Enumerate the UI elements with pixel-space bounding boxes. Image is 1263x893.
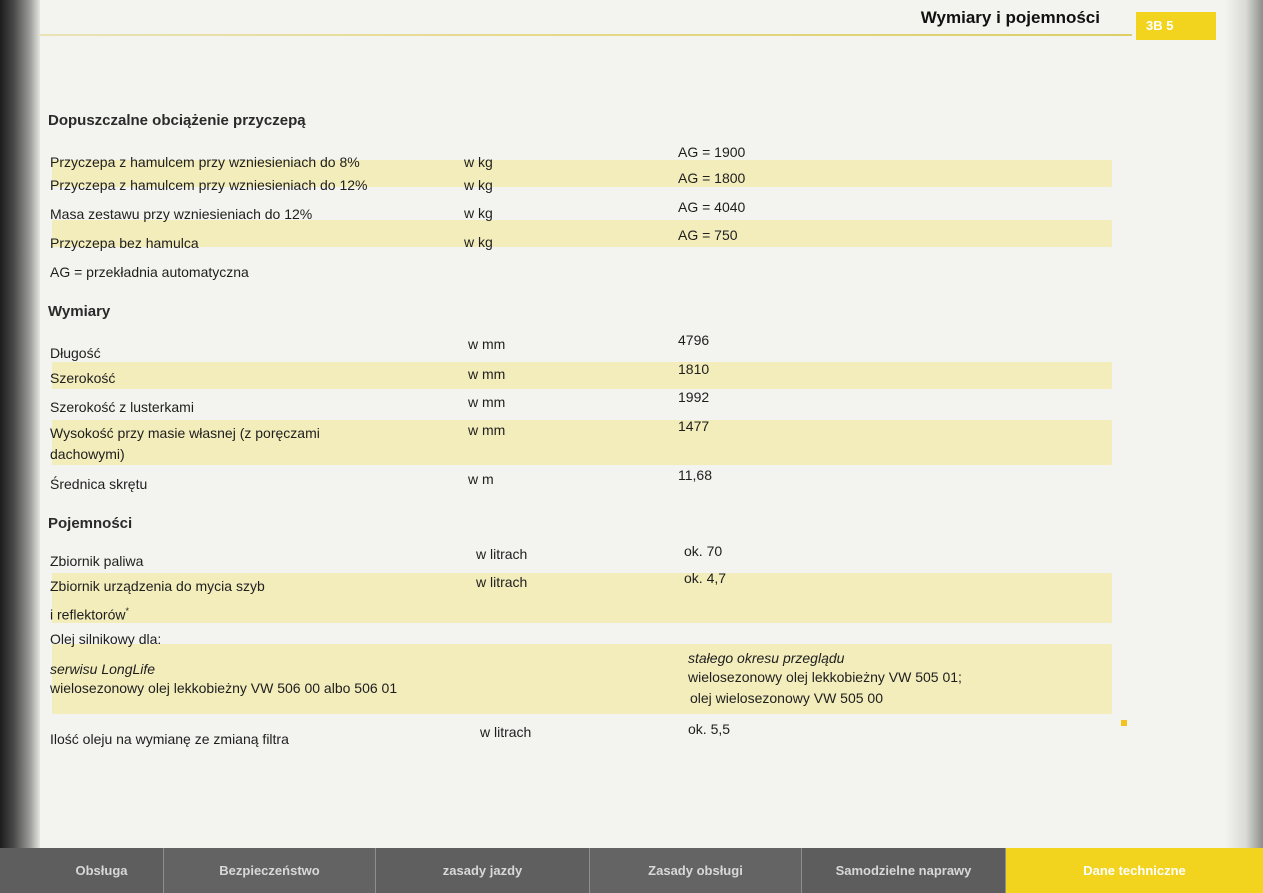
towing-row-value: AG = 1900 [678,144,746,160]
dimension-row-label: Długość [50,345,101,361]
oil-change-value: ok. 5,5 [688,721,731,737]
dimensions-heading: Wymiary [48,303,111,320]
footer-nav [0,848,1263,893]
dimension-row-label: Szerokość [50,370,116,386]
header-divider [40,34,1132,36]
dimension-row-unit: w mm [468,366,506,382]
towing-heading: Dopuszczalne obciążenie przyczepą [48,112,306,129]
washer-tank-label: i reflektorów* [50,606,129,623]
dimension-row-unit: w mm [468,422,506,438]
dimension-row-unit: w mm [468,394,506,410]
towing-row-label: Masa zestawu przy wzniesieniach do 12% [50,206,313,222]
dimension-row-label: dachowymi) [50,446,125,462]
fixed-interval-text: wielosezonowy olej lekkobieżny VW 505 01; [688,669,962,685]
towing-row-label: Przyczepa z hamulcem przy wzniesieniach do 12% [50,177,368,193]
engine-oil-label: Olej silnikowy dla: [50,631,162,647]
dimension-row-value: 1477 [678,418,710,434]
dimension-row-unit: w mm [468,336,506,352]
oil-change-unit: w litrach [480,724,532,740]
fuel-tank-unit: w litrach [476,546,528,562]
dimension-row-label: Szerokość z lusterkami [50,399,194,415]
dimension-row-value: 4796 [678,332,710,348]
washer-tank-label: Zbiornik urządzenia do mycia szyb [50,578,265,594]
footer-tab-samodzielne-naprawy[interactable]: Samodzielne naprawy [802,848,1006,893]
footnote-mark: * [125,606,129,616]
dimension-row-value: 1992 [678,389,710,405]
row-band [52,362,1112,389]
dimension-row-value: 11,68 [678,467,712,483]
row-band [52,220,1112,247]
footer-tab-obsluga[interactable]: Obsługa [0,848,164,893]
section-end-marker [1121,720,1127,726]
towing-row-label: Przyczepa bez hamulca [50,235,199,251]
towing-row-value: AG = 4040 [678,199,746,215]
towing-footnote: AG = przekładnia automatyczna [50,264,249,280]
longlife-title: serwisu LongLife [50,661,156,677]
washer-tank-unit: w litrach [476,574,528,590]
fuel-tank-label: Zbiornik paliwa [50,553,144,569]
footer-tab-zasady-jazdy[interactable]: zasady jazdy [376,848,590,893]
fixed-interval-title: stałego okresu przeglądu [688,650,845,666]
footer-tab-zasady-obslugi[interactable]: Zasady obsługi [590,848,802,893]
oil-change-label: Ilość oleju na wymianę ze zmianą filtra [50,731,289,747]
dimension-row-value: 1810 [678,361,710,377]
towing-row-unit: w kg [464,205,493,221]
towing-row-unit: w kg [464,177,493,193]
washer-tank-value: ok. 4,7 [684,570,727,586]
towing-row-value: AG = 750 [678,227,738,243]
fixed-interval-text: olej wielosezonowy VW 505 00 [690,690,883,706]
towing-row-unit: w kg [464,234,493,250]
page-title: Wymiary i pojemności [920,8,1100,27]
longlife-text: wielosezonowy olej lekkobieżny VW 506 00 albo 506 01 [50,680,398,696]
towing-row-label: Przyczepa z hamulcem przy wzniesieniach do 8% [50,154,360,170]
towing-row-value: AG = 1800 [678,170,746,186]
page-number-tab: 3B 5 [1136,12,1216,40]
dimension-row-label: Średnica skrętu [50,476,148,492]
footer-tab-dane-techniczne[interactable]: Dane techniczne [1006,848,1263,893]
footer-tab-bezpieczenstwo[interactable]: Bezpieczeństwo [164,848,376,893]
capacities-heading: Pojemności [48,515,133,532]
book-spine-shadow [0,0,40,893]
towing-row-unit: w kg [464,154,493,170]
dimension-row-label: Wysokość przy masie własnej (z poręczami [50,425,320,441]
dimension-row-unit: w m [468,471,494,487]
fuel-tank-value: ok. 70 [684,543,723,559]
page-edge-shadow [1225,0,1263,893]
